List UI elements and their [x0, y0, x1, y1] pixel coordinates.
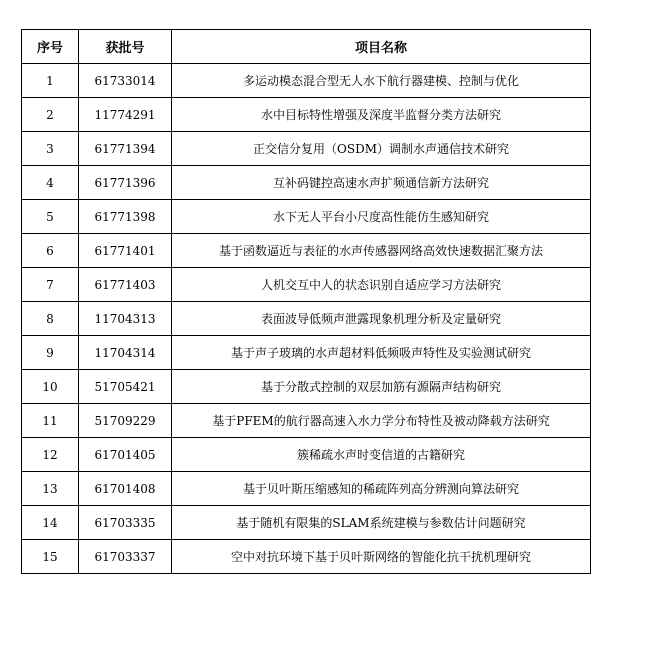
header-project-name: 项目名称	[172, 30, 591, 64]
approval-no-cell: 61701405	[79, 438, 172, 472]
serial-no-cell: 5	[22, 200, 79, 234]
serial-no-cell: 2	[22, 98, 79, 132]
approval-no-cell: 11704313	[79, 302, 172, 336]
approval-no-cell: 61771398	[79, 200, 172, 234]
approval-no-cell: 61771396	[79, 166, 172, 200]
project-name-cell: 空中对抗环境下基于贝叶斯网络的智能化抗干扰机理研究	[172, 540, 591, 574]
table-row	[22, 98, 591, 132]
project-name-cell: 互补码键控高速水声扩频通信新方法研究	[172, 166, 591, 200]
header-approval-no: 获批号	[79, 30, 172, 64]
approval-no-cell: 61771394	[79, 132, 172, 166]
approval-no-cell: 61701408	[79, 472, 172, 506]
serial-no-cell: 6	[22, 234, 79, 268]
project-name-cell: 表面波导低频声泄露现象机理分析及定量研究	[172, 302, 591, 336]
table-header	[22, 30, 591, 64]
project-name-cell: 簇稀疏水声时变信道的古籍研究	[172, 438, 591, 472]
table-row	[22, 438, 591, 472]
header-row	[22, 30, 591, 64]
approval-no-cell: 61703337	[79, 540, 172, 574]
table-row	[22, 506, 591, 540]
table-row	[22, 234, 591, 268]
serial-no-cell: 8	[22, 302, 79, 336]
approval-no-cell: 61733014	[79, 64, 172, 98]
table-row	[22, 268, 591, 302]
table-row	[22, 472, 591, 506]
approval-no-cell: 61703335	[79, 506, 172, 540]
project-name-cell: 基于随机有限集的SLAM系统建模与参数估计问题研究	[172, 506, 591, 540]
project-name-cell: 基于贝叶斯压缩感知的稀疏阵列高分辨测向算法研究	[172, 472, 591, 506]
project-name-cell: 多运动模态混合型无人水下航行器建模、控制与优化	[172, 64, 591, 98]
serial-no-cell: 11	[22, 404, 79, 438]
approval-no-cell: 61771401	[79, 234, 172, 268]
serial-no-cell: 4	[22, 166, 79, 200]
serial-no-cell: 1	[22, 64, 79, 98]
table-body	[22, 64, 591, 574]
project-name-cell: 基于声子玻璃的水声超材料低频吸声特性及实验测试研究	[172, 336, 591, 370]
project-name-cell: 水下无人平台小尺度高性能仿生感知研究	[172, 200, 591, 234]
serial-no-cell: 9	[22, 336, 79, 370]
serial-no-cell: 12	[22, 438, 79, 472]
table-row	[22, 200, 591, 234]
table-row	[22, 132, 591, 166]
header-serial-no: 序号	[22, 30, 79, 64]
table-row	[22, 64, 591, 98]
table-row	[22, 370, 591, 404]
serial-no-cell: 14	[22, 506, 79, 540]
serial-no-cell: 10	[22, 370, 79, 404]
table-row	[22, 404, 591, 438]
serial-no-cell: 3	[22, 132, 79, 166]
serial-no-cell: 15	[22, 540, 79, 574]
table-row	[22, 540, 591, 574]
project-name-cell: 基于函数逼近与表征的水声传感器网络高效快速数据汇聚方法	[172, 234, 591, 268]
serial-no-cell: 7	[22, 268, 79, 302]
approval-no-cell: 11774291	[79, 98, 172, 132]
project-name-cell: 人机交互中人的状态识别自适应学习方法研究	[172, 268, 591, 302]
project-table	[21, 29, 591, 574]
approval-no-cell: 61771403	[79, 268, 172, 302]
serial-no-cell: 13	[22, 472, 79, 506]
table-row	[22, 336, 591, 370]
project-name-cell: 基于PFEM的航行器高速入水力学分布特性及被动降载方法研究	[172, 404, 591, 438]
project-name-cell: 正交信分复用（OSDM）调制水声通信技术研究	[172, 132, 591, 166]
approval-no-cell: 51709229	[79, 404, 172, 438]
project-name-cell: 水中目标特性增强及深度半监督分类方法研究	[172, 98, 591, 132]
approval-no-cell: 51705421	[79, 370, 172, 404]
project-name-cell: 基于分散式控制的双层加筋有源隔声结构研究	[172, 370, 591, 404]
table-row	[22, 302, 591, 336]
table-row	[22, 166, 591, 200]
approval-no-cell: 11704314	[79, 336, 172, 370]
